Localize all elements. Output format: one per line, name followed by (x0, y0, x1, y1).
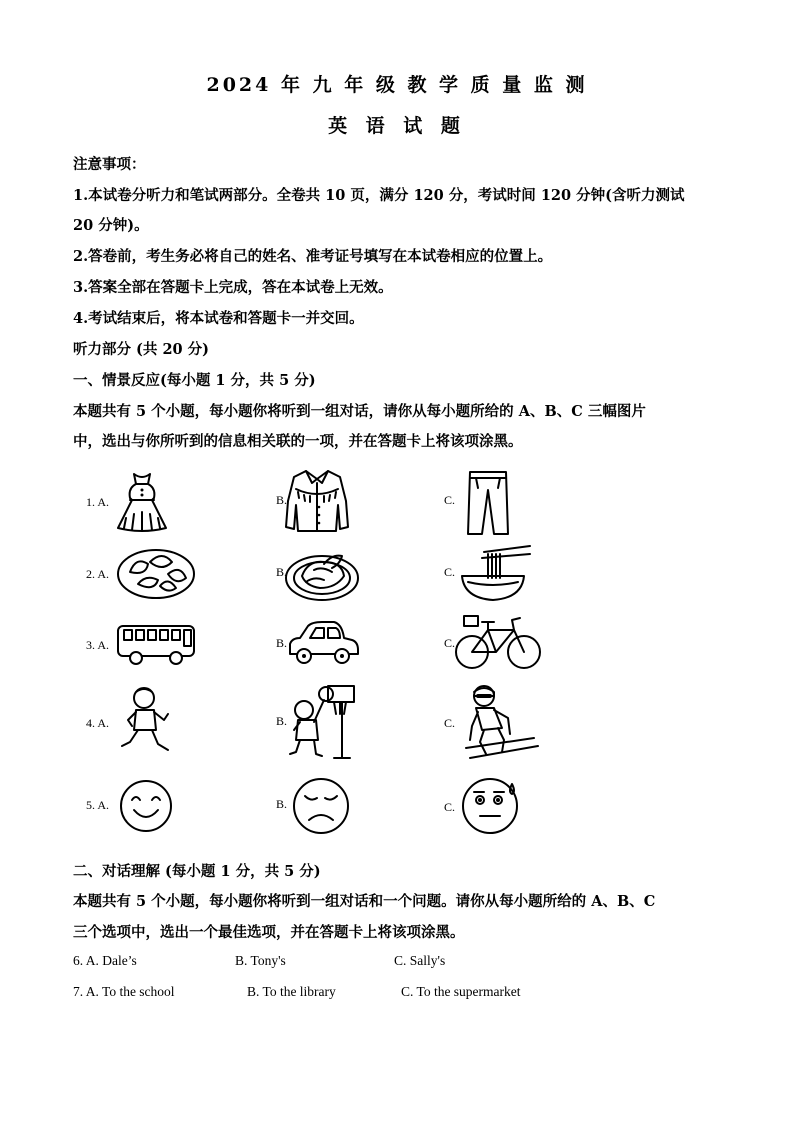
q1-option-a-label: 1. A. (86, 495, 110, 509)
q2-option-c-label: C. (444, 565, 456, 579)
smiling-face-icon (118, 778, 174, 834)
roast-chicken-icon (284, 546, 360, 602)
section1-instructions-cont: 中，选出与你所听到的信息相关联的一项，并在答题卡上将该项涂黑。 (73, 433, 523, 450)
q3-option-b-label: B. (276, 636, 288, 650)
q3-option-a-label: 3. A. (86, 638, 110, 652)
q5-option-b-label: B. (276, 797, 288, 811)
skier-icon (462, 682, 542, 766)
running-boy-icon (118, 686, 176, 758)
notes-item-1: 1.本试卷分听力和笔试两部分。全卷共 10 页，满分 120 分，考试时间 120 分钟(含听力测试 (73, 187, 685, 204)
q4-option-c-label: C. (444, 716, 456, 730)
section2-instructions: 本题共有 5 个小题，每小题你将听到一组对话和一个问题。请你从每小题所给的 A、B、C (73, 893, 656, 910)
bus-icon (116, 622, 198, 668)
notes-heading: 注意事项： (73, 156, 146, 173)
section2-instructions-cont: 三个选项中，选出一个最佳选项，并在答题卡上将该项涂黑。 (73, 924, 465, 941)
noodles-icon (458, 544, 532, 602)
exam-title: 2024 年 九 年 级 教 学 质 量 监 测 (206, 74, 588, 96)
worried-face-icon (460, 776, 524, 836)
q2-option-b-label: B. (276, 565, 288, 579)
section1-heading: 一、情景反应(每小题 1 分，共 5 分) (73, 372, 316, 389)
notes-item-2: 2.答卷前，考生务必将自己的姓名、准考证号填写在本试卷相应的位置上。 (73, 248, 553, 265)
dumplings-icon (116, 544, 196, 600)
dress-icon (112, 470, 172, 534)
notes-item-1-cont: 20 分钟)。 (73, 217, 149, 234)
notes-item-3: 3.答案全部在答题卡上完成，答在本试卷上无效。 (73, 279, 393, 296)
q7-option-c: C. To the supermarket (401, 984, 521, 999)
trousers-icon (466, 468, 510, 536)
subject-title: 英 语 试 题 (328, 115, 466, 137)
q5-option-a-label: 5. A. (86, 798, 110, 812)
sad-face-icon (291, 776, 351, 836)
q6-option-c: C. Sally's (394, 953, 446, 968)
q6-option-b: B. Tony's (235, 953, 286, 968)
q1-option-c-label: C. (444, 493, 456, 507)
q4-option-b-label: B. (276, 714, 288, 728)
notes-item-4: 4.考试结束后，将本试卷和答题卡一并交回。 (73, 310, 364, 327)
basketball-boy-icon (286, 684, 364, 762)
section2-heading: 二、对话理解 (每小题 1 分，共 5 分) (73, 863, 321, 880)
q3-option-c-label: C. (444, 636, 456, 650)
q4-option-a-label: 4. A. (86, 716, 110, 730)
listening-heading: 听力部分 (共 20 分) (73, 341, 210, 358)
shirt-icon (282, 465, 352, 535)
section1-instructions: 本题共有 5 个小题，每小题你将听到一组对话，请你从每小题所给的 A、B、C 三幅图片 (73, 403, 646, 420)
car-icon (286, 620, 360, 666)
q5-option-c-label: C. (444, 800, 456, 814)
q7-option-b: B. To the library (247, 984, 336, 999)
q6-option-a: 6. A. Dale’s (73, 953, 137, 968)
q2-option-a-label: 2. A. (86, 567, 110, 581)
q1-option-b-label: B. (276, 493, 288, 507)
q7-option-a: 7. A. To the school (73, 984, 175, 999)
bicycle-icon (454, 614, 542, 672)
